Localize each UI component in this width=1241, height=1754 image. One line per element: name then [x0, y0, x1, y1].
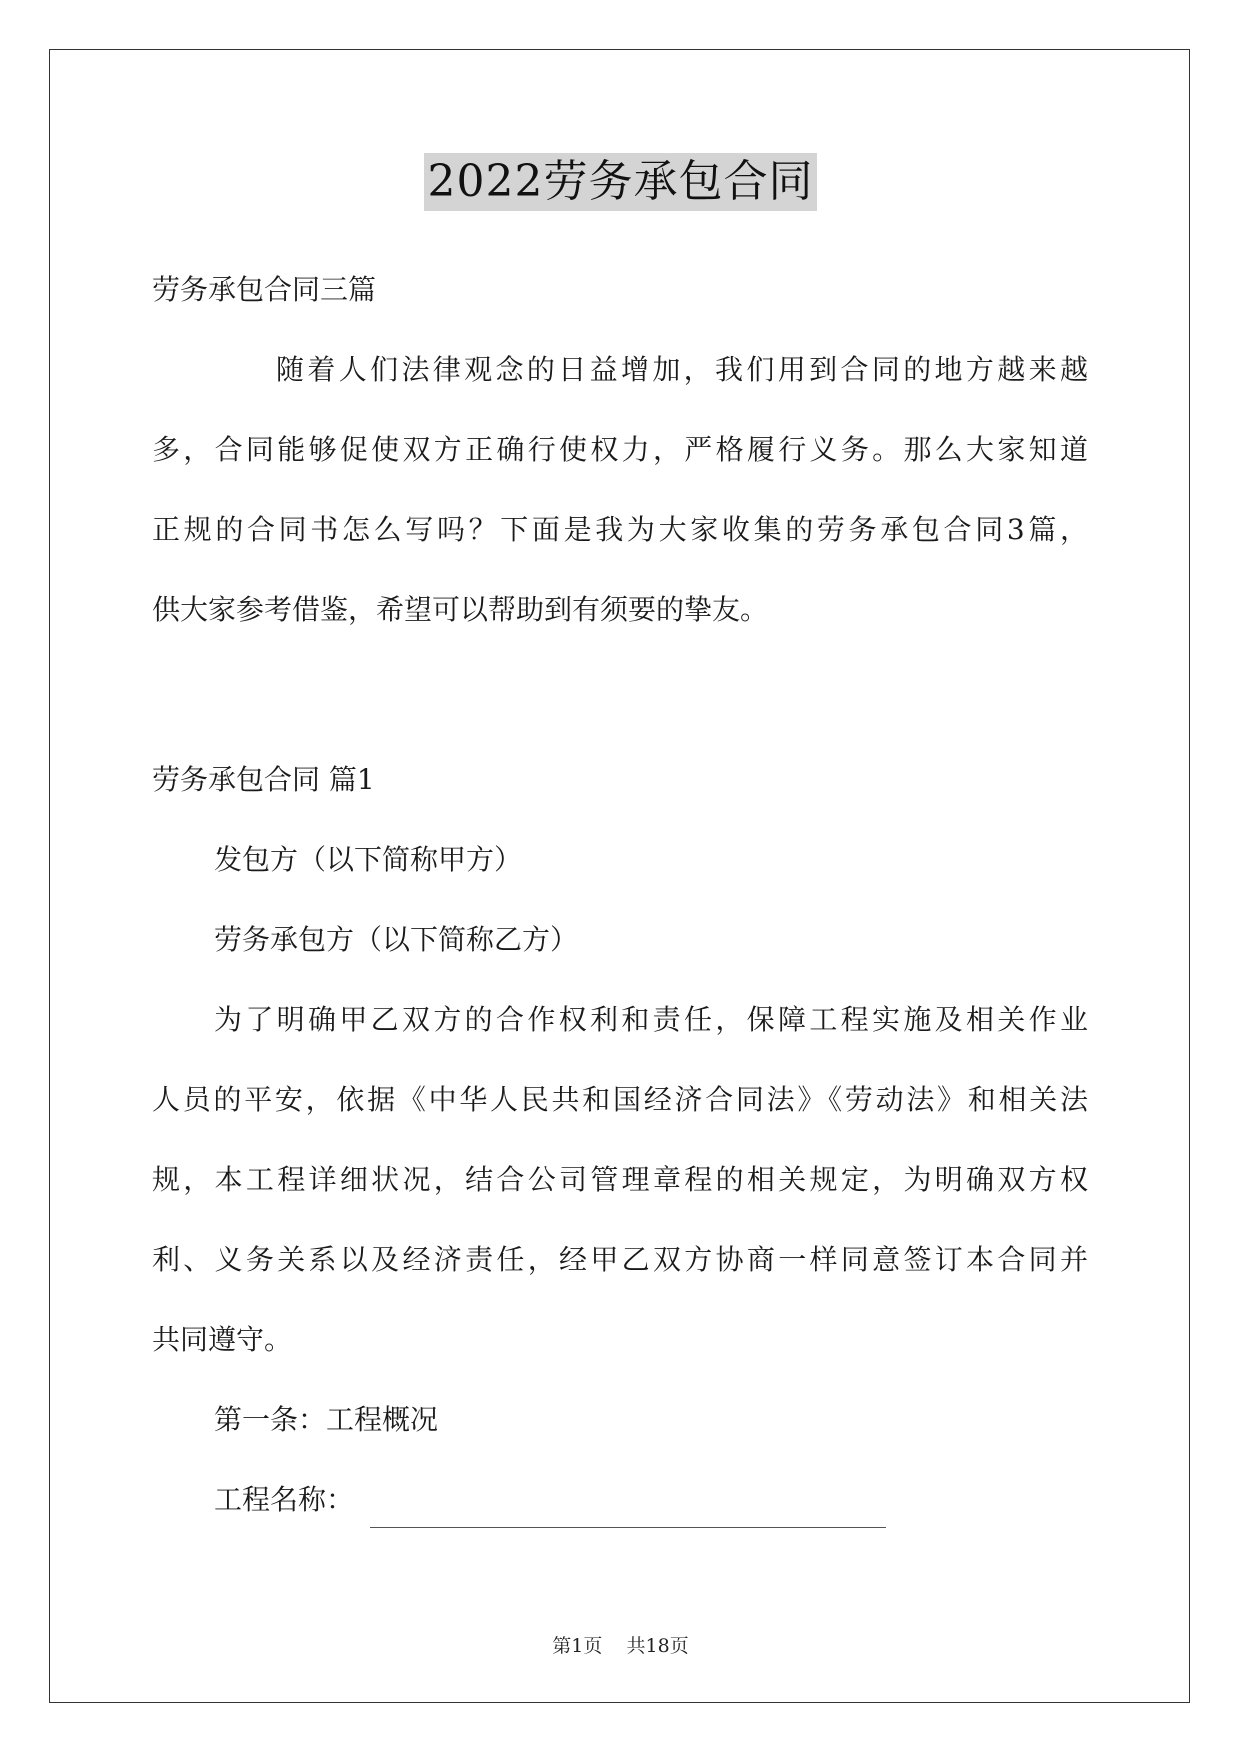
title-container	[0, 153, 1241, 211]
body-line-5: 共同遵守。	[152, 1323, 293, 1356]
intro-line-1: 随着人们法律观念的日益增加，我们用到合同的地方越来越	[276, 353, 1088, 386]
body-line-2: 人员的平安，依据《中华人民共和国经济合同法》《劳动法》和相关法	[152, 1083, 1088, 1116]
project-name-blank	[370, 1527, 886, 1528]
body-line-4: 利、义务关系以及经济责任，经甲乙双方协商一样同意签订本合同并	[152, 1243, 1088, 1276]
page-number: 第1页	[552, 1635, 603, 1657]
project-name-label: 工程名称：	[214, 1483, 355, 1516]
article-1-heading: 第一条：工程概况	[214, 1403, 439, 1436]
party-b-line: 劳务承包方（以下简称乙方）	[214, 923, 579, 956]
page-footer	[0, 1631, 1241, 1658]
document-subtitle: 劳务承包合同三篇	[152, 273, 377, 306]
intro-line-3: 正规的合同书怎么写吗？下面是我为大家收集的劳务承包合同3篇，	[152, 513, 1088, 546]
body-line-1: 为了明确甲乙双方的合作权利和责任，保障工程实施及相关作业	[214, 1003, 1088, 1036]
document-title: 2022劳务承包合同	[424, 153, 818, 211]
body-line-3: 规，本工程详细状况，结合公司管理章程的相关规定，为明确双方权	[152, 1163, 1088, 1196]
intro-line-4: 供大家参考借鉴，希望可以帮助到有须要的挚友。	[152, 593, 769, 626]
intro-line-2: 多，合同能够促使双方正确行使权力，严格履行义务。那么大家知道	[152, 433, 1088, 466]
party-a-line: 发包方（以下简称甲方）	[214, 843, 523, 876]
section-heading: 劳务承包合同 篇1	[152, 763, 375, 796]
page-total: 共18页	[626, 1635, 689, 1657]
